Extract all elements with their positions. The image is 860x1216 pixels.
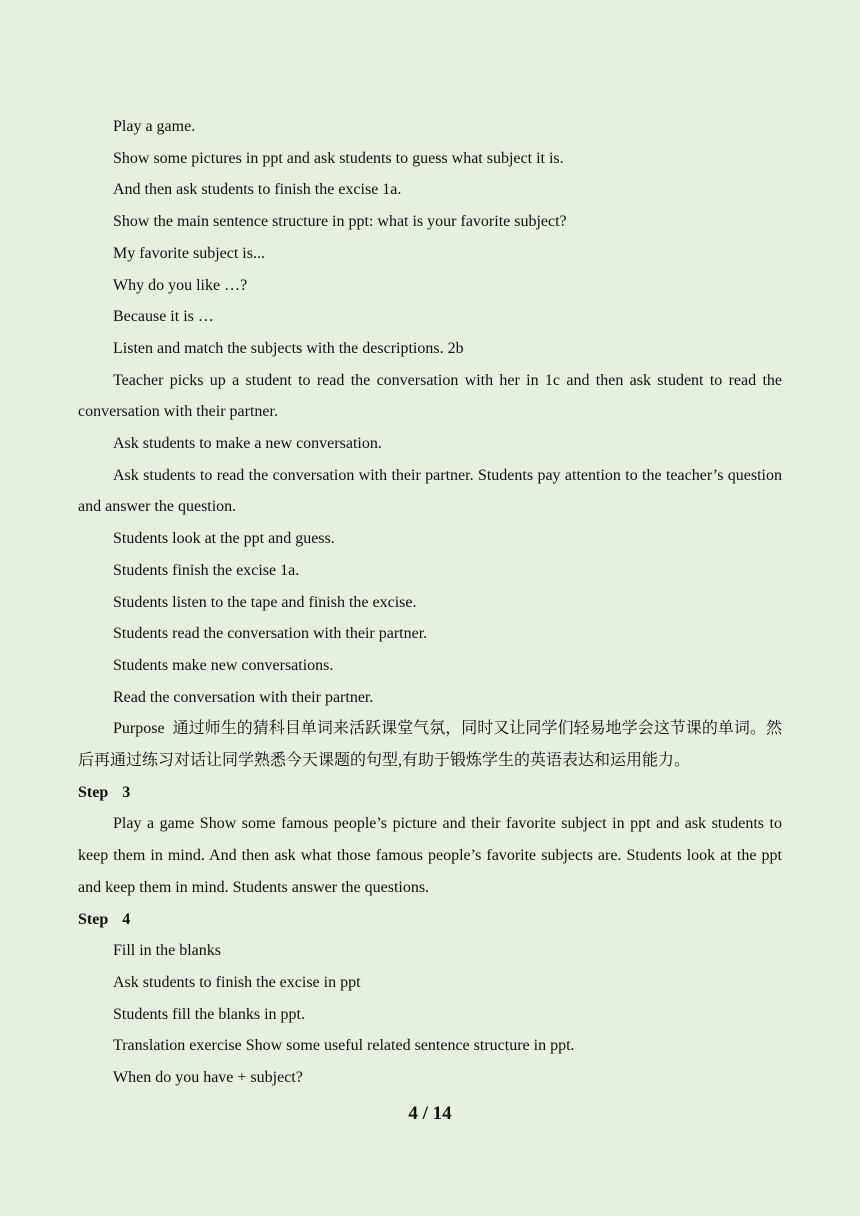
document-body (78, 111, 782, 1094)
purpose-text: 通过师生的猜科目单词来活跃课堂气氛，同时又让同学们轻易地学会这节课的单词。然后再通过练习对话让同学熟悉今天课题的句型,有助于锻炼学生的英语表达和运用能力。 (78, 720, 782, 770)
paragraph: Fill in the blanks (113, 942, 221, 960)
paragraph: Ask students to finish the excise in ppt (113, 973, 361, 991)
paragraph: Because it is … (113, 308, 214, 326)
paragraph: When do you have + subject? (113, 1069, 303, 1087)
paragraph: Read the conversation with their partner. (113, 688, 374, 706)
step-heading: Step 3 (78, 783, 131, 801)
purpose-label: Purpose (113, 720, 165, 738)
paragraph: Show the main sentence structure in ppt: what is your favorite subject? (113, 213, 567, 231)
purpose-paragraph (78, 713, 782, 776)
paragraph: Ask students to make a new conversation. (113, 435, 382, 453)
paragraph: Teacher picks up a student to read the conversation with her in 1c and then ask student to read the conversation with their partner. (78, 371, 782, 421)
paragraph: Students finish the excise 1a. (113, 561, 300, 579)
paragraph: Students look at the ppt and guess. (113, 530, 335, 548)
paragraph: Play a game Show some famous people’s picture and their favorite subject in ppt and ask students to keep them in mind. And then ask what those famous people’s favorite subjects are. Students look at the ppt and keep them in mind. Students answer the questions. (78, 815, 782, 896)
step-heading: Step 4 (78, 910, 131, 928)
paragraph: Ask students to read the conversation with their partner. Students pay attention to the teacher’s question and answer the question. (78, 466, 782, 516)
paragraph: Listen and match the subjects with the descriptions. 2b (113, 339, 464, 357)
paragraph: Why do you like …? (113, 276, 248, 294)
paragraph: Show some pictures in ppt and ask students to guess what subject it is. (113, 149, 564, 167)
paragraph: Students fill the blanks in ppt. (113, 1005, 305, 1023)
paragraph: Students read the conversation with their partner. (113, 625, 428, 643)
paragraph: Students listen to the tape and finish the excise. (113, 593, 417, 611)
paragraph: Translation exercise Show some useful related sentence structure in ppt. (113, 1037, 575, 1055)
paragraph: And then ask students to finish the excise 1a. (113, 181, 402, 199)
paragraph: Students make new conversations. (113, 656, 334, 674)
paragraph: My favorite subject is... (113, 244, 265, 262)
paragraph: Play a game. (113, 118, 196, 135)
page-number: 4 / 14 (408, 1103, 452, 1124)
